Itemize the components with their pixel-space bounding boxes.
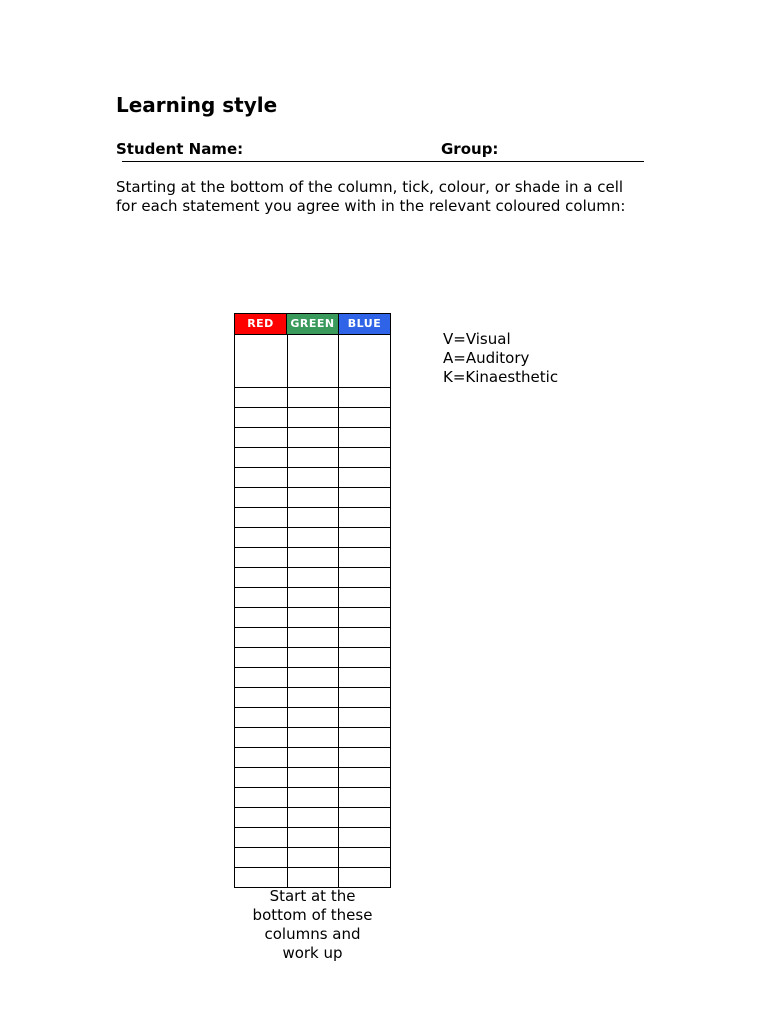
grid-row bbox=[235, 747, 390, 767]
grid-cell-red[interactable] bbox=[235, 508, 287, 527]
grid-cell-blue[interactable] bbox=[338, 728, 390, 747]
student-info-row bbox=[116, 140, 644, 162]
grid-cell-blue[interactable] bbox=[338, 628, 390, 647]
footnote-line-2: bottom of these bbox=[252, 906, 373, 924]
grid-row bbox=[235, 767, 390, 787]
grid-row bbox=[235, 807, 390, 827]
grid-cell-blue[interactable] bbox=[338, 408, 390, 427]
column-header-green: GREEN bbox=[286, 314, 338, 334]
grid-row bbox=[235, 507, 390, 527]
grid-cell-blue[interactable] bbox=[338, 808, 390, 827]
grid-cell-red[interactable] bbox=[235, 788, 287, 807]
grid-row bbox=[235, 587, 390, 607]
colour-grid bbox=[234, 313, 391, 888]
grid-cell-green[interactable] bbox=[287, 848, 339, 867]
grid-cell-green[interactable] bbox=[287, 448, 339, 467]
grid-row bbox=[235, 467, 390, 487]
grid-cell-red[interactable] bbox=[235, 548, 287, 567]
grid-cell-red[interactable] bbox=[235, 428, 287, 447]
grid-row bbox=[235, 867, 390, 887]
grid-body bbox=[234, 334, 391, 888]
grid-cell-red[interactable] bbox=[235, 588, 287, 607]
grid-cell-blue[interactable] bbox=[338, 388, 390, 407]
grid-cell-green[interactable] bbox=[287, 608, 339, 627]
grid-cell-red[interactable] bbox=[235, 408, 287, 427]
legend-visual: V=Visual bbox=[443, 330, 511, 348]
grid-cell-green[interactable] bbox=[287, 828, 339, 847]
grid-cell-red[interactable] bbox=[235, 648, 287, 667]
grid-row bbox=[235, 787, 390, 807]
grid-row bbox=[235, 667, 390, 687]
grid-cell-green[interactable] bbox=[287, 868, 339, 887]
grid-row bbox=[235, 687, 390, 707]
grid-cell-green[interactable] bbox=[287, 468, 339, 487]
grid-row bbox=[235, 727, 390, 747]
grid-cell-green[interactable] bbox=[287, 568, 339, 587]
grid-row bbox=[235, 647, 390, 667]
grid-cell-red[interactable] bbox=[235, 528, 287, 547]
grid-cell-red[interactable] bbox=[235, 568, 287, 587]
grid-cell-red[interactable] bbox=[235, 335, 287, 387]
grid-row bbox=[235, 447, 390, 467]
grid-cell-blue[interactable] bbox=[338, 648, 390, 667]
grid-row bbox=[235, 427, 390, 447]
legend bbox=[443, 330, 558, 387]
page-title: Learning style bbox=[116, 93, 278, 117]
grid-cell-green[interactable] bbox=[287, 428, 339, 447]
grid-cell-red[interactable] bbox=[235, 748, 287, 767]
grid-cell-green[interactable] bbox=[287, 548, 339, 567]
grid-cell-blue[interactable] bbox=[338, 868, 390, 887]
grid-row bbox=[235, 335, 390, 387]
grid-cell-green[interactable] bbox=[287, 768, 339, 787]
grid-cell-green[interactable] bbox=[287, 488, 339, 507]
footnote-line-1: Start at the bbox=[269, 887, 356, 905]
grid-cell-blue[interactable] bbox=[338, 428, 390, 447]
column-header-blue: BLUE bbox=[338, 314, 390, 334]
instructions-line-1: Starting at the bottom of the column, tick, colour, or shade in a cell bbox=[116, 178, 624, 196]
grid-cell-red[interactable] bbox=[235, 488, 287, 507]
grid-row bbox=[235, 547, 390, 567]
grid-cell-green[interactable] bbox=[287, 808, 339, 827]
grid-cell-red[interactable] bbox=[235, 388, 287, 407]
grid-cell-green[interactable] bbox=[287, 335, 339, 387]
grid-cell-red[interactable] bbox=[235, 808, 287, 827]
footnote-line-4: work up bbox=[282, 944, 343, 962]
grid-cell-blue[interactable] bbox=[338, 828, 390, 847]
grid-row bbox=[235, 847, 390, 867]
grid-row bbox=[235, 707, 390, 727]
student-name-label: Student Name: bbox=[116, 140, 244, 158]
grid-cell-red[interactable] bbox=[235, 768, 287, 787]
grid-cell-red[interactable] bbox=[235, 448, 287, 467]
name-underline bbox=[122, 161, 644, 162]
grid-cell-blue[interactable] bbox=[338, 568, 390, 587]
grid-row bbox=[235, 407, 390, 427]
grid-cell-blue[interactable] bbox=[338, 588, 390, 607]
grid-cell-green[interactable] bbox=[287, 408, 339, 427]
grid-cell-green[interactable] bbox=[287, 668, 339, 687]
grid-cell-green[interactable] bbox=[287, 628, 339, 647]
grid-cell-blue[interactable] bbox=[338, 748, 390, 767]
grid-cell-green[interactable] bbox=[287, 748, 339, 767]
grid-cell-blue[interactable] bbox=[338, 768, 390, 787]
footnote-line-3: columns and bbox=[264, 925, 361, 943]
grid-cell-green[interactable] bbox=[287, 588, 339, 607]
grid-row bbox=[235, 607, 390, 627]
grid-cell-red[interactable] bbox=[235, 708, 287, 727]
legend-kinaesthetic: K=Kinaesthetic bbox=[443, 368, 559, 386]
grid-cell-green[interactable] bbox=[287, 688, 339, 707]
grid-cell-blue[interactable] bbox=[338, 788, 390, 807]
grid-cell-blue[interactable] bbox=[338, 468, 390, 487]
grid-cell-blue[interactable] bbox=[338, 848, 390, 867]
grid-header bbox=[234, 313, 391, 334]
grid-cell-red[interactable] bbox=[235, 628, 287, 647]
grid-cell-blue[interactable] bbox=[338, 448, 390, 467]
grid-row bbox=[235, 387, 390, 407]
grid-cell-green[interactable] bbox=[287, 508, 339, 527]
grid-cell-red[interactable] bbox=[235, 688, 287, 707]
column-header-red: RED bbox=[235, 314, 286, 334]
grid-cell-green[interactable] bbox=[287, 528, 339, 547]
grid-cell-blue[interactable] bbox=[338, 508, 390, 527]
grid-cell-blue[interactable] bbox=[338, 708, 390, 727]
grid-cell-green[interactable] bbox=[287, 648, 339, 667]
grid-cell-red[interactable] bbox=[235, 828, 287, 847]
grid-cell-red[interactable] bbox=[235, 608, 287, 627]
grid-cell-green[interactable] bbox=[287, 708, 339, 727]
footnote bbox=[234, 887, 391, 963]
grid-row bbox=[235, 567, 390, 587]
grid-cell-green[interactable] bbox=[287, 728, 339, 747]
grid-cell-blue[interactable] bbox=[338, 688, 390, 707]
grid-row bbox=[235, 827, 390, 847]
instructions-line-2: for each statement you agree with in the relevant coloured column: bbox=[116, 197, 626, 215]
grid-row bbox=[235, 487, 390, 507]
grid-cell-blue[interactable] bbox=[338, 548, 390, 567]
grid-cell-red[interactable] bbox=[235, 868, 287, 887]
grid-cell-red[interactable] bbox=[235, 728, 287, 747]
grid-cell-red[interactable] bbox=[235, 848, 287, 867]
grid-cell-blue[interactable] bbox=[338, 488, 390, 507]
grid-cell-red[interactable] bbox=[235, 468, 287, 487]
instructions bbox=[116, 178, 656, 216]
legend-auditory: A=Auditory bbox=[443, 349, 530, 367]
grid-cell-blue[interactable] bbox=[338, 528, 390, 547]
grid-cell-blue[interactable] bbox=[338, 608, 390, 627]
grid-cell-red[interactable] bbox=[235, 668, 287, 687]
grid-row bbox=[235, 527, 390, 547]
grid-cell-green[interactable] bbox=[287, 788, 339, 807]
group-label: Group: bbox=[441, 140, 499, 158]
grid-cell-blue[interactable] bbox=[338, 668, 390, 687]
grid-cell-green[interactable] bbox=[287, 388, 339, 407]
grid-cell-blue[interactable] bbox=[338, 335, 390, 387]
grid-row bbox=[235, 627, 390, 647]
